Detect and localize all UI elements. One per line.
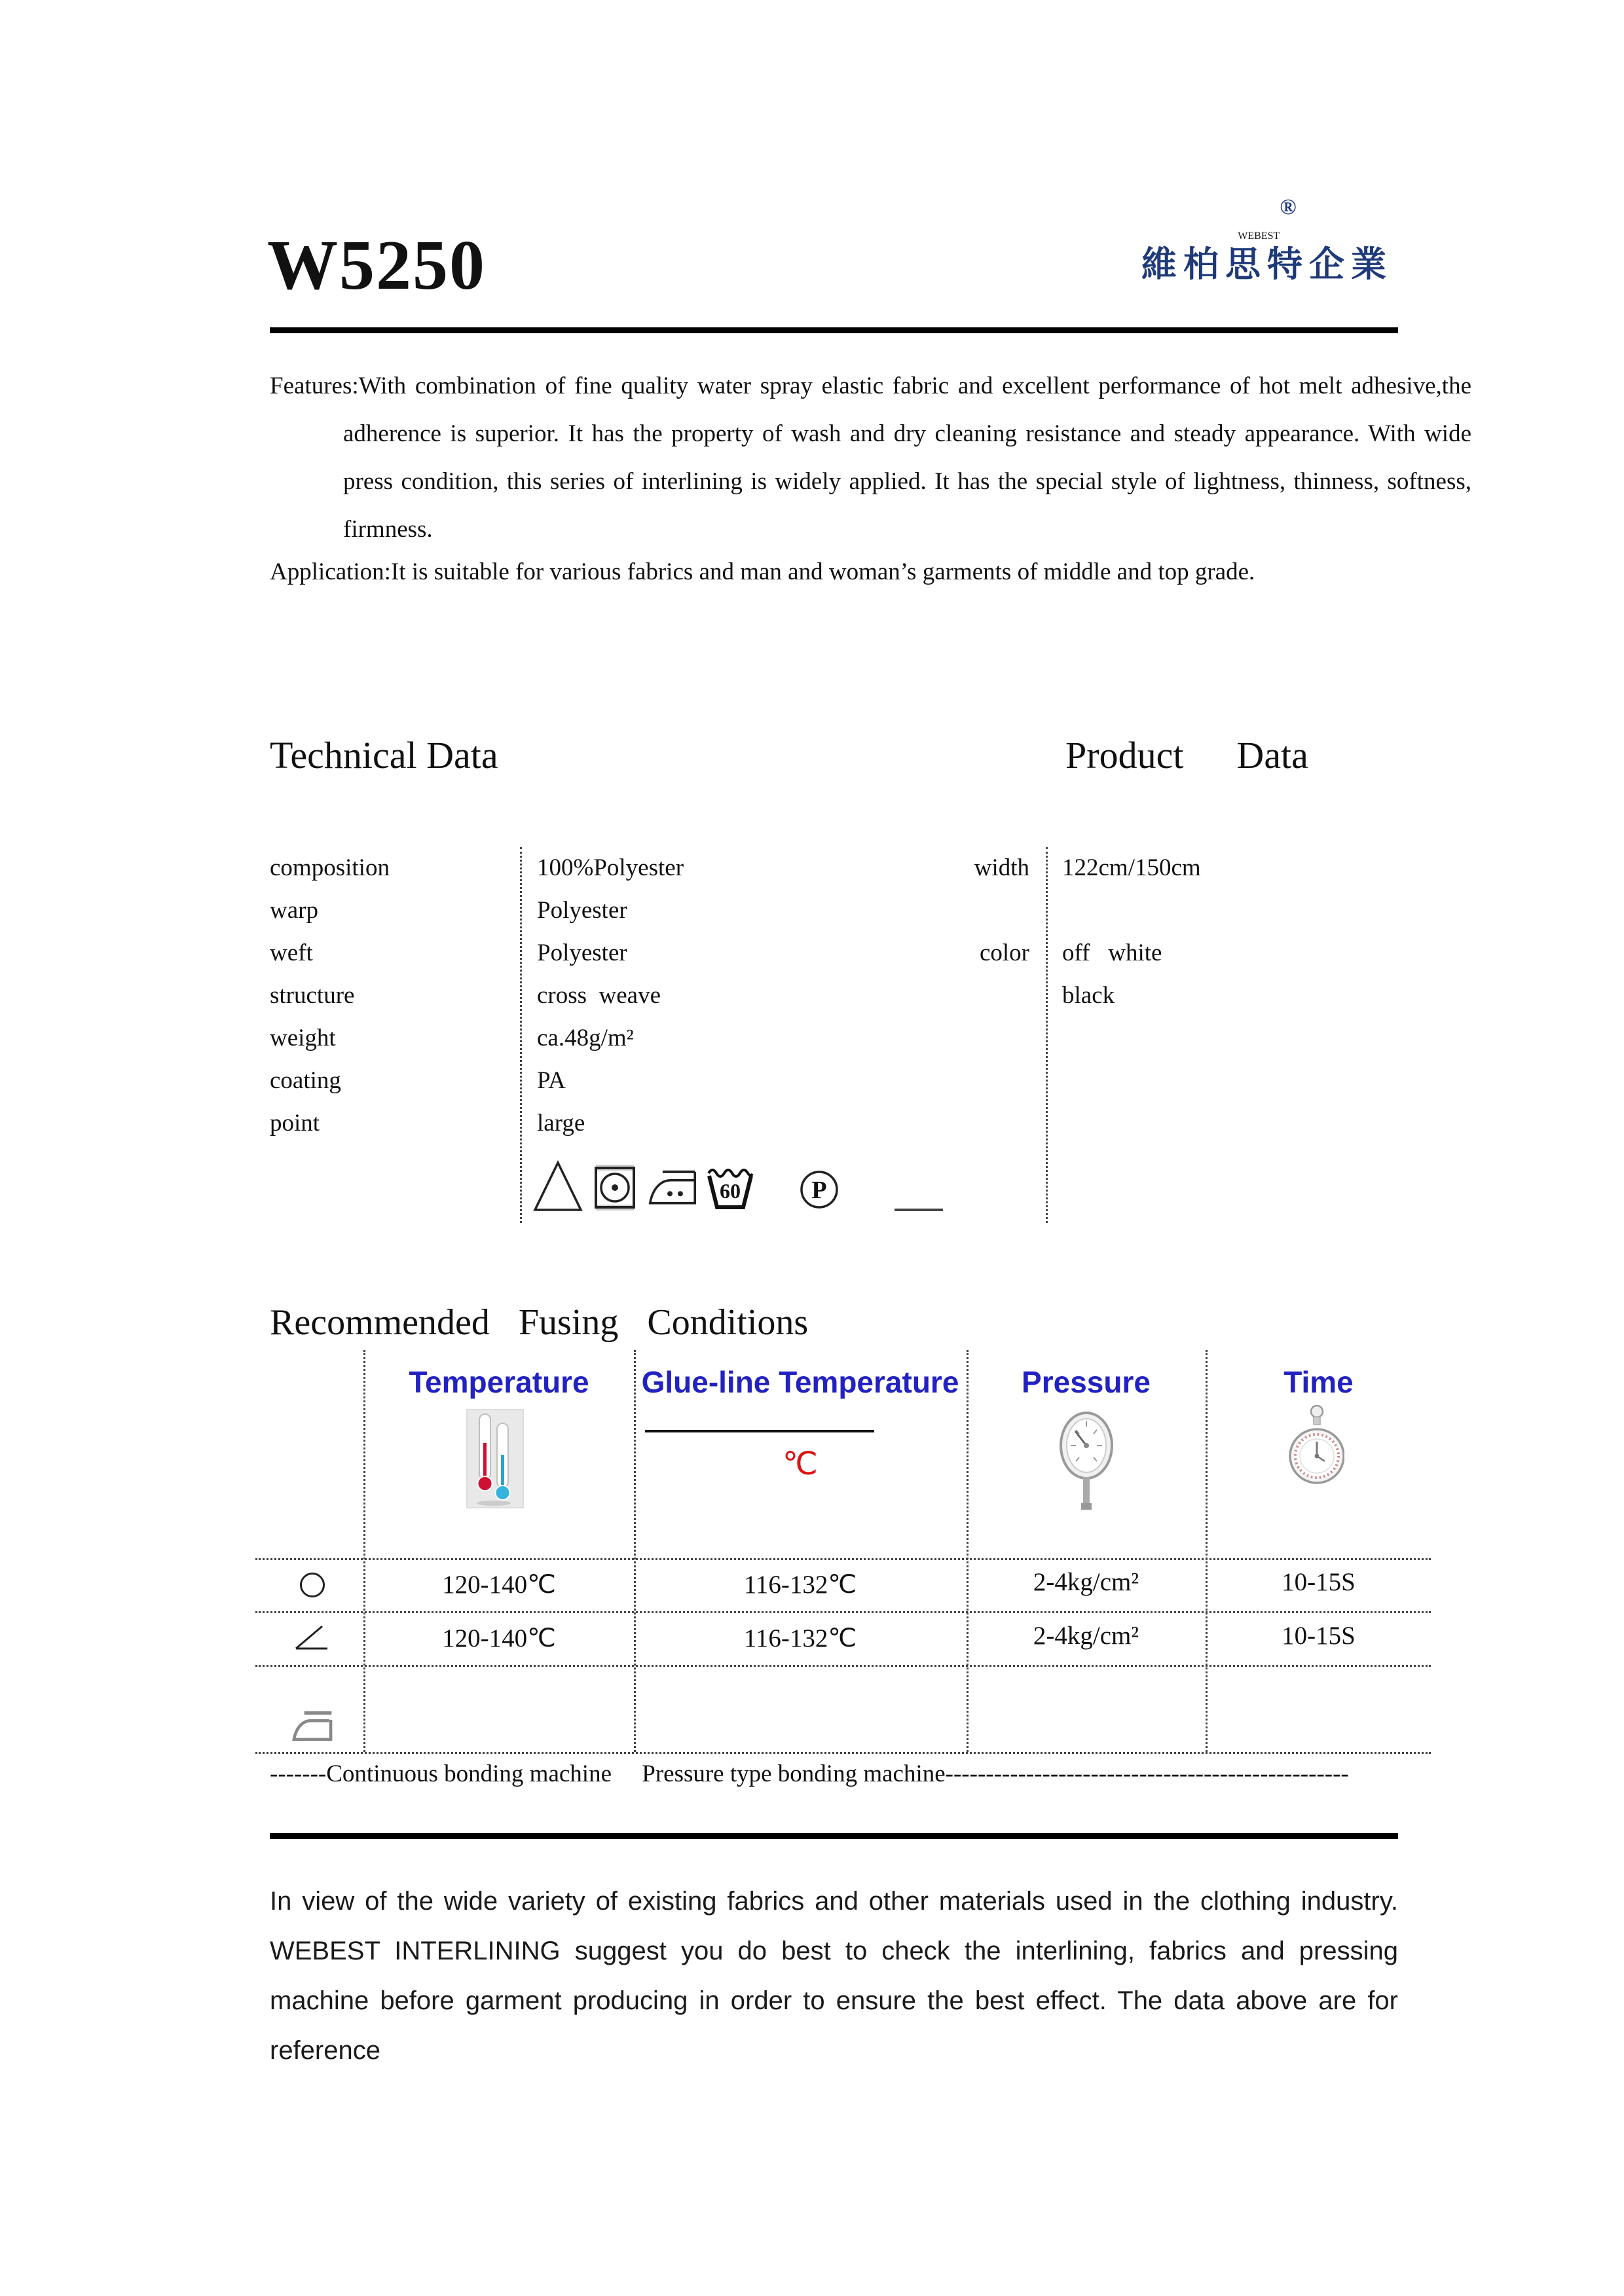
product-data-heading: Product Data: [1065, 734, 1308, 776]
thermometer-icon: [466, 1409, 524, 1512]
tech-row-label: weft: [270, 939, 313, 966]
fuse-col-divider-1: [363, 1350, 365, 1752]
glue-line-unit: ℃: [783, 1447, 818, 1482]
fuse-row-divider-3: [255, 1665, 1431, 1667]
fuse-row-divider-1: [255, 1558, 1431, 1560]
features-text: With combination of fine quality water spray elastic fabric and excellent performance of hot melt adhesive,the adherence is superior. It has the property of wash and dry cleaning resistance and steady appearance. With wide press condition, this series of interlining is widely applied. It has the special style of lightness, thinness, softness, firmness.: [343, 373, 1471, 543]
fusing-conditions-heading: Recommended Fusing Conditions: [270, 1302, 809, 1343]
tech-row-label: structure: [270, 982, 355, 1009]
application-paragraph: [270, 556, 1422, 589]
fuse-cell-glue-line: 116-132℃: [743, 1571, 857, 1599]
stopwatch-icon: [1289, 1404, 1344, 1500]
pressure-gauge-icon: [1056, 1405, 1118, 1518]
fuse-cell-glue-line: 116-132℃: [743, 1624, 857, 1652]
tech-row-value: cross weave: [537, 982, 661, 1009]
fuse-col-divider-2: [634, 1350, 636, 1752]
fuse-cell-temperature: 120-140℃: [442, 1571, 556, 1599]
tech-row-label: coating: [270, 1067, 341, 1094]
tech-row-label: warp: [270, 897, 318, 924]
tumble-dry-icon: [593, 1164, 637, 1222]
brand-chinese-name: 維柏思特企業: [1141, 244, 1393, 285]
tech-row-label: weight: [270, 1025, 336, 1051]
glue-line-blank: [645, 1430, 874, 1432]
tech-row-value: PA: [537, 1067, 566, 1094]
fuse-col-glue-line: Glue-line Temperature: [641, 1365, 959, 1399]
row-symbol-angle-icon: [293, 1621, 330, 1656]
brand-logo: [1113, 195, 1421, 285]
application-label: Application:: [270, 558, 391, 585]
tech-table-divider-left: [520, 847, 522, 1223]
footer-divider: [270, 1833, 1398, 1839]
fuse-cell-pressure: 2-4kg/cm²: [1033, 1568, 1139, 1596]
features-paragraph: [270, 362, 1471, 553]
fuse-col-temperature: Temperature: [409, 1365, 589, 1399]
fuse-cell-temperature: 120-140℃: [442, 1624, 556, 1652]
dry-clean-p-icon: [799, 1169, 840, 1227]
product-color-value-1: off white: [1062, 939, 1162, 966]
product-color-label: color: [979, 939, 1029, 966]
tech-row-value: Polyester: [537, 939, 627, 966]
features-label: Features:: [270, 373, 359, 399]
fuse-col-divider-4: [1206, 1350, 1208, 1752]
fuse-row-divider-2: [255, 1611, 1431, 1613]
wash-60-icon: [706, 1160, 754, 1218]
tech-row-value: 100%Polyester: [537, 854, 684, 881]
product-color-value-2: black: [1062, 982, 1115, 1009]
fuse-col-divider-3: [967, 1350, 969, 1752]
wash-temp-text: 60: [720, 1179, 741, 1203]
technical-data-heading: Technical Data: [270, 734, 498, 776]
fuse-row-divider-4: [255, 1752, 1431, 1754]
fuse-cell-time: 10-15S: [1282, 1568, 1356, 1596]
tech-row-label: point: [270, 1110, 320, 1137]
brand-wordmark: WEBEST: [1238, 230, 1280, 242]
tech-row-value: Polyester: [537, 897, 627, 924]
page-title: W5250: [267, 227, 486, 304]
blank-line-icon: [895, 1209, 943, 1211]
product-width-label: width: [974, 854, 1029, 881]
tech-row-value: ca.48g/m²: [537, 1025, 634, 1051]
footer-note: In view of the wide variety of existing fabrics and other materials used in the clothing industry. WEBEST INTERLINING suggest you do best to check the interlining, fabrics and pressing machine before garment producing in order to ensure the best effect. The data above are for reference: [270, 1887, 1398, 2065]
fuse-cell-pressure: 2-4kg/cm²: [1033, 1622, 1139, 1650]
bleach-triangle-icon: [532, 1157, 584, 1215]
product-width-value: 122cm/150cm: [1062, 854, 1201, 881]
tech-row-value: large: [537, 1110, 585, 1137]
registered-trademark-icon: ®: [1280, 195, 1297, 219]
fuse-col-time: Time: [1283, 1365, 1354, 1399]
tech-table-divider-right: [1046, 847, 1048, 1223]
header-divider: [270, 327, 1398, 333]
iron-two-dots-icon: [647, 1165, 698, 1223]
application-text: It is suitable for various fabrics and man and woman’s garments of middle and top grade.: [390, 558, 1255, 585]
row-symbol-iron-icon: [291, 1706, 333, 1749]
row-symbol-circle-icon: [300, 1573, 325, 1597]
fuse-col-pressure: Pressure: [1022, 1365, 1151, 1399]
bonding-machine-caption: -------Continuous bonding machine Pressure type bonding machine--------------------------------------------------: [270, 1760, 1349, 1787]
dry-clean-letter-text: P: [811, 1176, 827, 1204]
fuse-cell-time: 10-15S: [1282, 1622, 1356, 1650]
tech-row-label: composition: [270, 854, 390, 881]
